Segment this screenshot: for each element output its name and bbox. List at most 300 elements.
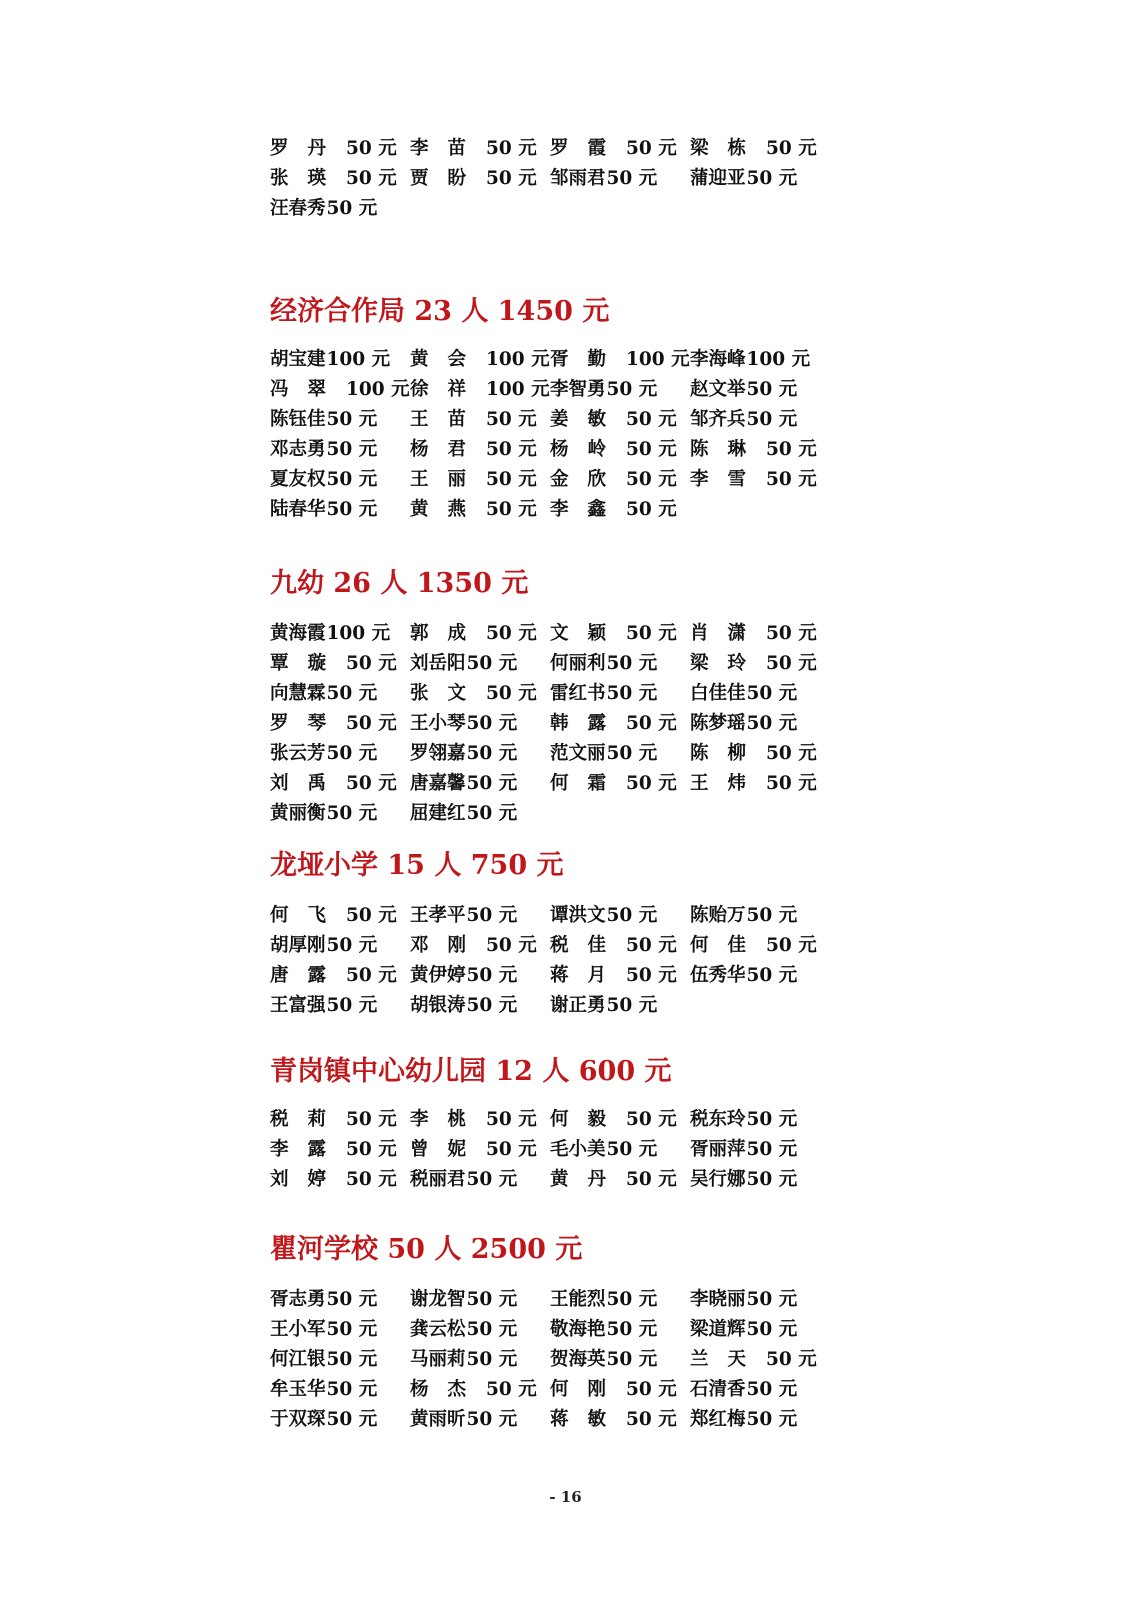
donor-name: 李露 [270, 1139, 346, 1160]
donation-amount: 50 元 [626, 623, 677, 644]
donation-amount: 50 元 [346, 713, 397, 734]
donor-entry [270, 496, 377, 524]
donor-entry [270, 406, 377, 434]
donation-amount: 50 元 [466, 713, 518, 734]
donor-name: 黄会 [410, 349, 486, 370]
donor-entry [550, 466, 677, 494]
donation-amount: 50 元 [326, 469, 378, 490]
donation-amount: 50 元 [626, 138, 677, 159]
donor-entry [690, 165, 797, 193]
donor-name: 何佳 [690, 935, 766, 956]
donor-entry [270, 1136, 397, 1164]
donor-name: 冯翠 [270, 379, 346, 400]
donor-name: 罗琴 [270, 713, 346, 734]
donation-amount: 50 元 [346, 1169, 397, 1190]
donor-name: 夏友权 [270, 469, 326, 490]
donor-entry [410, 496, 537, 524]
donor-entry [270, 680, 377, 708]
donation-amount: 50 元 [466, 1319, 518, 1340]
donor-name: 王丽 [410, 469, 486, 490]
donor-entry [550, 436, 677, 464]
donor-name: 谢龙智 [410, 1289, 466, 1310]
donation-amount: 50 元 [466, 905, 518, 926]
donor-name: 牟玉华 [270, 1379, 326, 1400]
donor-name: 杨君 [410, 439, 486, 460]
donation-amount: 50 元 [746, 965, 798, 986]
donation-amount: 50 元 [606, 995, 658, 1016]
donation-amount: 50 元 [486, 1139, 537, 1160]
donation-amount: 50 元 [326, 803, 378, 824]
donor-entry [690, 1316, 797, 1344]
donor-name: 税东玲 [690, 1109, 746, 1130]
donor-entry [410, 1286, 517, 1314]
donor-entry [270, 1106, 397, 1134]
donor-name: 邓刚 [410, 935, 486, 956]
donor-entry [410, 1166, 517, 1194]
donor-entry [270, 436, 377, 464]
donation-amount: 50 元 [766, 623, 817, 644]
donation-amount: 50 元 [346, 773, 397, 794]
donor-name: 唐嘉馨 [410, 773, 466, 794]
donor-entry [550, 1106, 677, 1134]
donor-entry [270, 992, 377, 1020]
donor-name: 胥丽萍 [690, 1139, 746, 1160]
donor-name: 黄雨昕 [410, 1409, 466, 1430]
donor-name: 刘岳阳 [410, 653, 466, 674]
donor-entry [410, 1136, 537, 1164]
donor-name: 龚云松 [410, 1319, 466, 1340]
donation-amount: 50 元 [326, 743, 378, 764]
donation-amount: 50 元 [746, 168, 798, 189]
donation-amount: 50 元 [466, 995, 518, 1016]
donor-entry [410, 165, 537, 193]
donor-name: 蒋敏 [550, 1409, 626, 1430]
donor-name: 王小军 [270, 1319, 326, 1340]
donor-entry [270, 1346, 377, 1374]
donor-entry [410, 406, 537, 434]
donation-amount: 100 元 [626, 349, 690, 370]
donor-name: 郭成 [410, 623, 486, 644]
donation-amount: 50 元 [326, 439, 378, 460]
donation-amount: 50 元 [466, 743, 518, 764]
donor-name: 马丽莉 [410, 1349, 466, 1370]
donor-name: 黄丽衡 [270, 803, 326, 824]
donor-name: 刘禹 [270, 773, 346, 794]
donation-amount: 50 元 [326, 935, 378, 956]
donation-amount: 50 元 [606, 1319, 658, 1340]
donation-amount: 50 元 [606, 1349, 658, 1370]
donation-amount: 50 元 [766, 138, 817, 159]
donor-entry [550, 680, 657, 708]
donation-amount: 50 元 [326, 683, 378, 704]
donor-entry [410, 962, 517, 990]
donor-entry [410, 902, 517, 930]
donor-name: 李海峰 [690, 349, 746, 370]
donation-amount: 50 元 [606, 1139, 658, 1160]
donation-amount: 50 元 [346, 138, 397, 159]
donor-entry [270, 1376, 377, 1404]
donation-amount: 50 元 [766, 773, 817, 794]
donation-amount: 50 元 [346, 653, 397, 674]
donor-entry [550, 770, 677, 798]
donation-amount: 50 元 [746, 1139, 798, 1160]
donation-amount: 50 元 [746, 409, 798, 430]
donation-amount: 50 元 [346, 168, 397, 189]
donation-amount: 50 元 [466, 965, 518, 986]
donor-entry [410, 800, 517, 828]
donor-entry [270, 620, 390, 648]
donor-entry [410, 1376, 537, 1404]
donor-name: 王炜 [690, 773, 766, 794]
donor-entry [690, 1406, 797, 1434]
donation-amount: 50 元 [486, 683, 537, 704]
donation-amount: 50 元 [326, 1409, 378, 1430]
donor-entry [270, 165, 397, 193]
donation-amount: 50 元 [326, 409, 378, 430]
donor-entry [270, 346, 390, 374]
donation-amount: 50 元 [626, 439, 677, 460]
donor-name: 覃璇 [270, 653, 346, 674]
donor-name: 陈钰佳 [270, 409, 326, 430]
donor-name: 杨岭 [550, 439, 626, 460]
donor-name: 向慧霖 [270, 683, 326, 704]
donor-name: 何刚 [550, 1379, 626, 1400]
donor-name: 李苗 [410, 138, 486, 159]
section-heading: 青岗镇中心幼儿园 12 人 600 元 [270, 1056, 672, 1087]
donor-name: 白佳佳 [690, 683, 746, 704]
donation-amount: 50 元 [486, 439, 537, 460]
donation-amount: 50 元 [626, 935, 677, 956]
donor-name: 谢正勇 [550, 995, 606, 1016]
donation-amount: 50 元 [486, 1379, 537, 1400]
donor-name: 伍秀华 [690, 965, 746, 986]
donor-name: 梁栋 [690, 138, 766, 159]
donor-name: 谭洪文 [550, 905, 606, 926]
donor-name: 韩露 [550, 713, 626, 734]
donation-amount: 50 元 [766, 653, 817, 674]
donor-entry [410, 1346, 517, 1374]
section-heading: 经济合作局 23 人 1450 元 [270, 296, 610, 327]
donor-entry [410, 376, 550, 404]
donation-amount: 50 元 [606, 905, 658, 926]
donor-entry [270, 1406, 377, 1434]
donor-name: 文颖 [550, 623, 626, 644]
donor-entry [690, 710, 797, 738]
donation-amount: 50 元 [486, 469, 537, 490]
donor-entry [550, 135, 677, 163]
donor-entry [270, 466, 377, 494]
donor-entry [690, 680, 797, 708]
donor-entry [270, 650, 397, 678]
donation-amount: 50 元 [626, 1409, 677, 1430]
donation-amount: 50 元 [326, 1349, 378, 1370]
donor-entry [690, 376, 797, 404]
donation-amount: 50 元 [466, 773, 518, 794]
donation-amount: 100 元 [486, 379, 550, 400]
donor-name: 胡宝建 [270, 349, 326, 370]
donor-entry [690, 770, 817, 798]
donor-name: 胥志勇 [270, 1289, 326, 1310]
donor-name: 兰天 [690, 1349, 766, 1370]
donor-entry [550, 932, 677, 960]
donor-entry [690, 1106, 797, 1134]
donor-entry [690, 902, 797, 930]
donor-entry [690, 1136, 797, 1164]
donor-name: 李智勇 [550, 379, 606, 400]
donor-name: 何飞 [270, 905, 346, 926]
donation-amount: 100 元 [746, 349, 811, 370]
donor-name: 陆春华 [270, 499, 326, 520]
donor-entry [690, 346, 810, 374]
donation-amount: 50 元 [746, 1319, 798, 1340]
donor-entry [270, 195, 377, 223]
donor-entry [550, 1406, 677, 1434]
donor-entry [410, 1316, 517, 1344]
donation-amount: 50 元 [746, 905, 798, 926]
donor-name: 黄燕 [410, 499, 486, 520]
donation-amount: 50 元 [466, 803, 518, 824]
donor-entry [410, 346, 550, 374]
donor-entry [270, 376, 410, 404]
donation-amount: 50 元 [326, 1379, 378, 1400]
donor-entry [550, 1286, 657, 1314]
donor-name: 肖潇 [690, 623, 766, 644]
donation-amount: 50 元 [746, 683, 798, 704]
donor-name: 黄伊婷 [410, 965, 466, 986]
donor-name: 陈琳 [690, 439, 766, 460]
donor-entry [270, 770, 397, 798]
donor-entry [270, 1286, 377, 1314]
donor-entry [410, 710, 517, 738]
donation-amount: 50 元 [486, 138, 537, 159]
donor-name: 毛小美 [550, 1139, 606, 1160]
donor-name: 范文丽 [550, 743, 606, 764]
donor-entry [270, 800, 377, 828]
donor-entry [270, 740, 377, 768]
donation-amount: 50 元 [346, 905, 397, 926]
donor-name: 王富强 [270, 995, 326, 1016]
donation-amount: 50 元 [626, 499, 677, 520]
donor-entry [550, 620, 677, 648]
donor-name: 罗丹 [270, 138, 346, 159]
donation-amount: 50 元 [326, 1319, 378, 1340]
donor-entry [690, 962, 797, 990]
donor-name: 何毅 [550, 1109, 626, 1130]
donation-amount: 50 元 [746, 1379, 798, 1400]
donor-entry [550, 1346, 657, 1374]
donor-name: 姜敏 [550, 409, 626, 430]
donation-amount: 50 元 [606, 683, 658, 704]
donor-name: 吴行娜 [690, 1169, 746, 1190]
donor-entry [410, 770, 517, 798]
donor-name: 金欣 [550, 469, 626, 490]
donor-name: 陈贻万 [690, 905, 746, 926]
donor-name: 贾盼 [410, 168, 486, 189]
donor-entry [410, 650, 517, 678]
donor-name: 李桃 [410, 1109, 486, 1130]
donor-name: 赵文举 [690, 379, 746, 400]
section-heading: 龙垭小学 15 人 750 元 [270, 850, 564, 881]
donation-amount: 50 元 [626, 1109, 677, 1130]
donor-entry [410, 932, 537, 960]
donation-amount: 50 元 [346, 965, 397, 986]
donor-name: 刘婷 [270, 1169, 346, 1190]
donor-name: 张文 [410, 683, 486, 704]
donation-amount: 50 元 [626, 409, 677, 430]
donation-amount: 50 元 [746, 713, 798, 734]
donor-name: 张瑛 [270, 168, 346, 189]
donor-name: 王小琴 [410, 713, 466, 734]
donor-name: 胡厚刚 [270, 935, 326, 956]
donor-entry [690, 1376, 797, 1404]
donation-amount: 50 元 [486, 935, 537, 956]
donor-entry [690, 135, 817, 163]
donation-amount: 100 元 [486, 349, 550, 370]
donation-amount: 50 元 [766, 469, 817, 490]
donor-entry [270, 1316, 377, 1344]
donor-name: 曾妮 [410, 1139, 486, 1160]
donation-amount: 50 元 [746, 1409, 798, 1430]
donor-name: 汪春秀 [270, 198, 326, 219]
donation-amount: 50 元 [486, 1109, 537, 1130]
donor-name: 邓志勇 [270, 439, 326, 460]
donation-amount: 50 元 [326, 995, 378, 1016]
donor-entry [410, 436, 537, 464]
donation-amount: 50 元 [746, 1109, 798, 1130]
donor-name: 陈柳 [690, 743, 766, 764]
donor-name: 邹雨君 [550, 168, 606, 189]
donation-amount: 50 元 [746, 1169, 798, 1190]
donor-name: 杨杰 [410, 1379, 486, 1400]
donor-entry [690, 466, 817, 494]
donor-name: 何霜 [550, 773, 626, 794]
donation-amount: 50 元 [626, 1169, 677, 1190]
donor-entry [410, 135, 537, 163]
donor-name: 胡银涛 [410, 995, 466, 1016]
donation-amount: 50 元 [626, 1379, 677, 1400]
donor-entry [410, 992, 517, 1020]
donation-amount: 50 元 [346, 1139, 397, 1160]
donation-amount: 50 元 [326, 1289, 378, 1310]
donor-entry [550, 650, 657, 678]
donation-amount: 50 元 [626, 713, 677, 734]
donation-amount: 50 元 [486, 499, 537, 520]
donor-name: 李鑫 [550, 499, 626, 520]
donation-amount: 50 元 [486, 409, 537, 430]
donor-entry [410, 740, 517, 768]
donor-entry [270, 1166, 397, 1194]
donor-entry [690, 932, 817, 960]
donor-name: 王能烈 [550, 1289, 606, 1310]
donation-amount: 100 元 [326, 623, 391, 644]
donor-entry [410, 1406, 517, 1434]
donor-name: 税丽君 [410, 1169, 466, 1190]
donor-name: 梁玲 [690, 653, 766, 674]
donation-amount: 50 元 [606, 653, 658, 674]
donation-amount: 50 元 [746, 379, 798, 400]
donation-amount: 100 元 [346, 379, 410, 400]
donation-amount: 50 元 [466, 1289, 518, 1310]
donor-entry [270, 710, 397, 738]
donor-entry [550, 1376, 677, 1404]
donation-amount: 50 元 [326, 198, 378, 219]
donor-entry [550, 1316, 657, 1344]
donor-name: 张云芳 [270, 743, 326, 764]
donor-name: 何丽利 [550, 653, 606, 674]
donation-amount: 50 元 [766, 935, 817, 956]
donor-entry [550, 710, 677, 738]
donor-entry [550, 346, 690, 374]
page-number: - 16 [549, 1488, 582, 1506]
donor-entry [550, 496, 677, 524]
donation-amount: 50 元 [626, 469, 677, 490]
donor-entry [550, 962, 677, 990]
donor-name: 蒲迎亚 [690, 168, 746, 189]
donation-amount: 50 元 [466, 653, 518, 674]
donor-name: 胥勤 [550, 349, 626, 370]
donor-entry [550, 992, 657, 1020]
donation-amount: 50 元 [746, 1289, 798, 1310]
donation-amount: 50 元 [606, 1289, 658, 1310]
donation-amount: 50 元 [466, 1349, 518, 1370]
donor-name: 徐祥 [410, 379, 486, 400]
donor-name: 屈建红 [410, 803, 466, 824]
donor-entry [690, 1166, 797, 1194]
donor-name: 雷红书 [550, 683, 606, 704]
donor-name: 贺海英 [550, 1349, 606, 1370]
donor-name: 邹齐兵 [690, 409, 746, 430]
donor-entry [550, 376, 657, 404]
donor-entry [270, 135, 397, 163]
donor-name: 唐露 [270, 965, 346, 986]
donation-amount: 50 元 [626, 965, 677, 986]
donation-amount: 50 元 [326, 499, 378, 520]
donation-amount: 100 元 [326, 349, 391, 370]
section-heading: 九幼 26 人 1350 元 [270, 568, 529, 599]
donation-amount: 50 元 [466, 1409, 518, 1430]
donor-name: 何江银 [270, 1349, 326, 1370]
donation-amount: 50 元 [606, 743, 658, 764]
donor-name: 王苗 [410, 409, 486, 430]
donor-entry [410, 680, 537, 708]
donation-amount: 50 元 [606, 168, 658, 189]
donor-entry [550, 902, 657, 930]
donation-amount: 50 元 [766, 1349, 817, 1370]
donation-amount: 50 元 [606, 379, 658, 400]
donor-entry [550, 165, 657, 193]
donor-entry [410, 466, 537, 494]
donation-amount: 50 元 [486, 623, 537, 644]
section-heading: 瞿河学校 50 人 2500 元 [270, 1234, 583, 1265]
donor-name: 黄丹 [550, 1169, 626, 1190]
donor-entry [690, 436, 817, 464]
donor-name: 王孝平 [410, 905, 466, 926]
donor-entry [690, 740, 817, 768]
donor-entry [550, 740, 657, 768]
donor-name: 石清香 [690, 1379, 746, 1400]
donor-name: 税佳 [550, 935, 626, 956]
donation-amount: 50 元 [766, 439, 817, 460]
donor-entry [550, 406, 677, 434]
donor-name: 罗翎嘉 [410, 743, 466, 764]
donor-name: 梁道辉 [690, 1319, 746, 1340]
donor-name: 李晓丽 [690, 1289, 746, 1310]
donor-name: 于双琛 [270, 1409, 326, 1430]
donor-entry [410, 620, 537, 648]
donor-entry [690, 406, 797, 434]
donor-entry [270, 932, 377, 960]
donor-entry [690, 1286, 797, 1314]
